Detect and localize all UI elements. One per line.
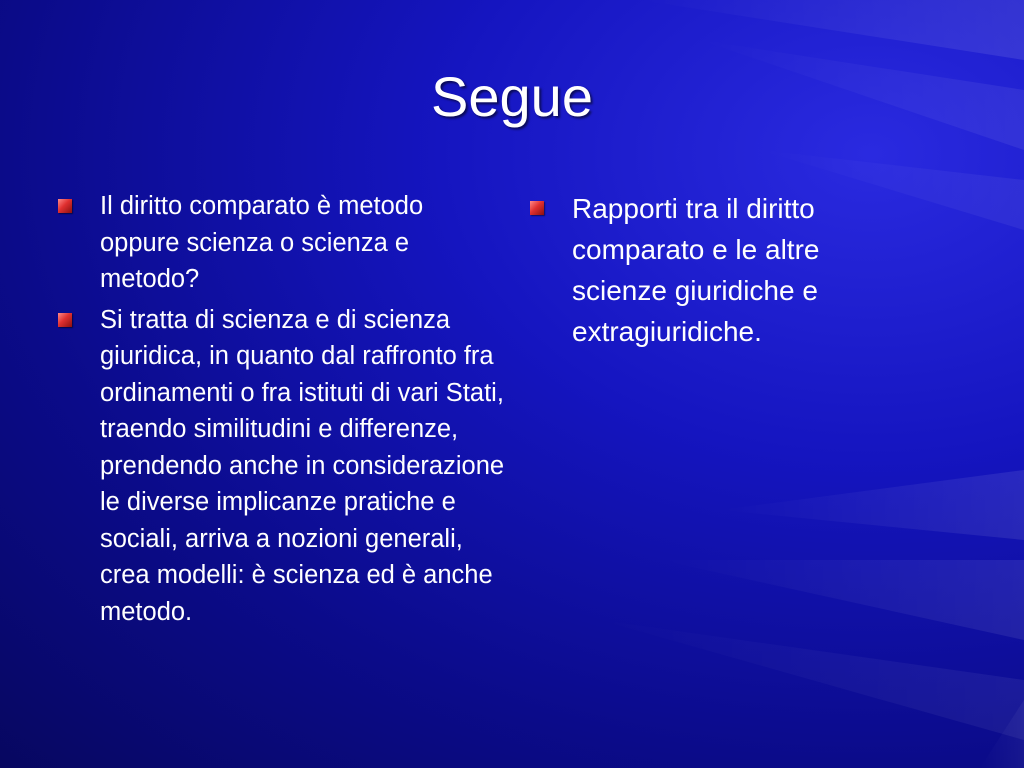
bullet-text: Rapporti tra il diritto comparato e le altre scienze giuridiche e extragiuridiche.	[572, 193, 820, 347]
square-bullet-icon	[58, 313, 72, 327]
bullet-text: Si tratta di scienza e di scienza giuridica, in quanto dal raffronto fra ordinamenti o fra istituti di vari Stati, traendo similitudini e differenze, prendendo anche in considerazione le diverse implicanze pratiche e sociali, arriva a nozioni generali, crea modelli: è scienza ed è anche metodo.	[100, 305, 505, 626]
right-column	[530, 188, 890, 356]
list-item	[58, 302, 506, 631]
list-item	[530, 188, 890, 352]
square-bullet-icon	[530, 201, 544, 215]
slide-title: Segue	[431, 65, 593, 128]
bullet-text: Il diritto comparato è metodo oppure scienza o scienza e metodo?	[100, 192, 424, 293]
square-bullet-icon	[58, 199, 72, 213]
list-item	[58, 188, 506, 298]
left-column	[58, 188, 506, 634]
